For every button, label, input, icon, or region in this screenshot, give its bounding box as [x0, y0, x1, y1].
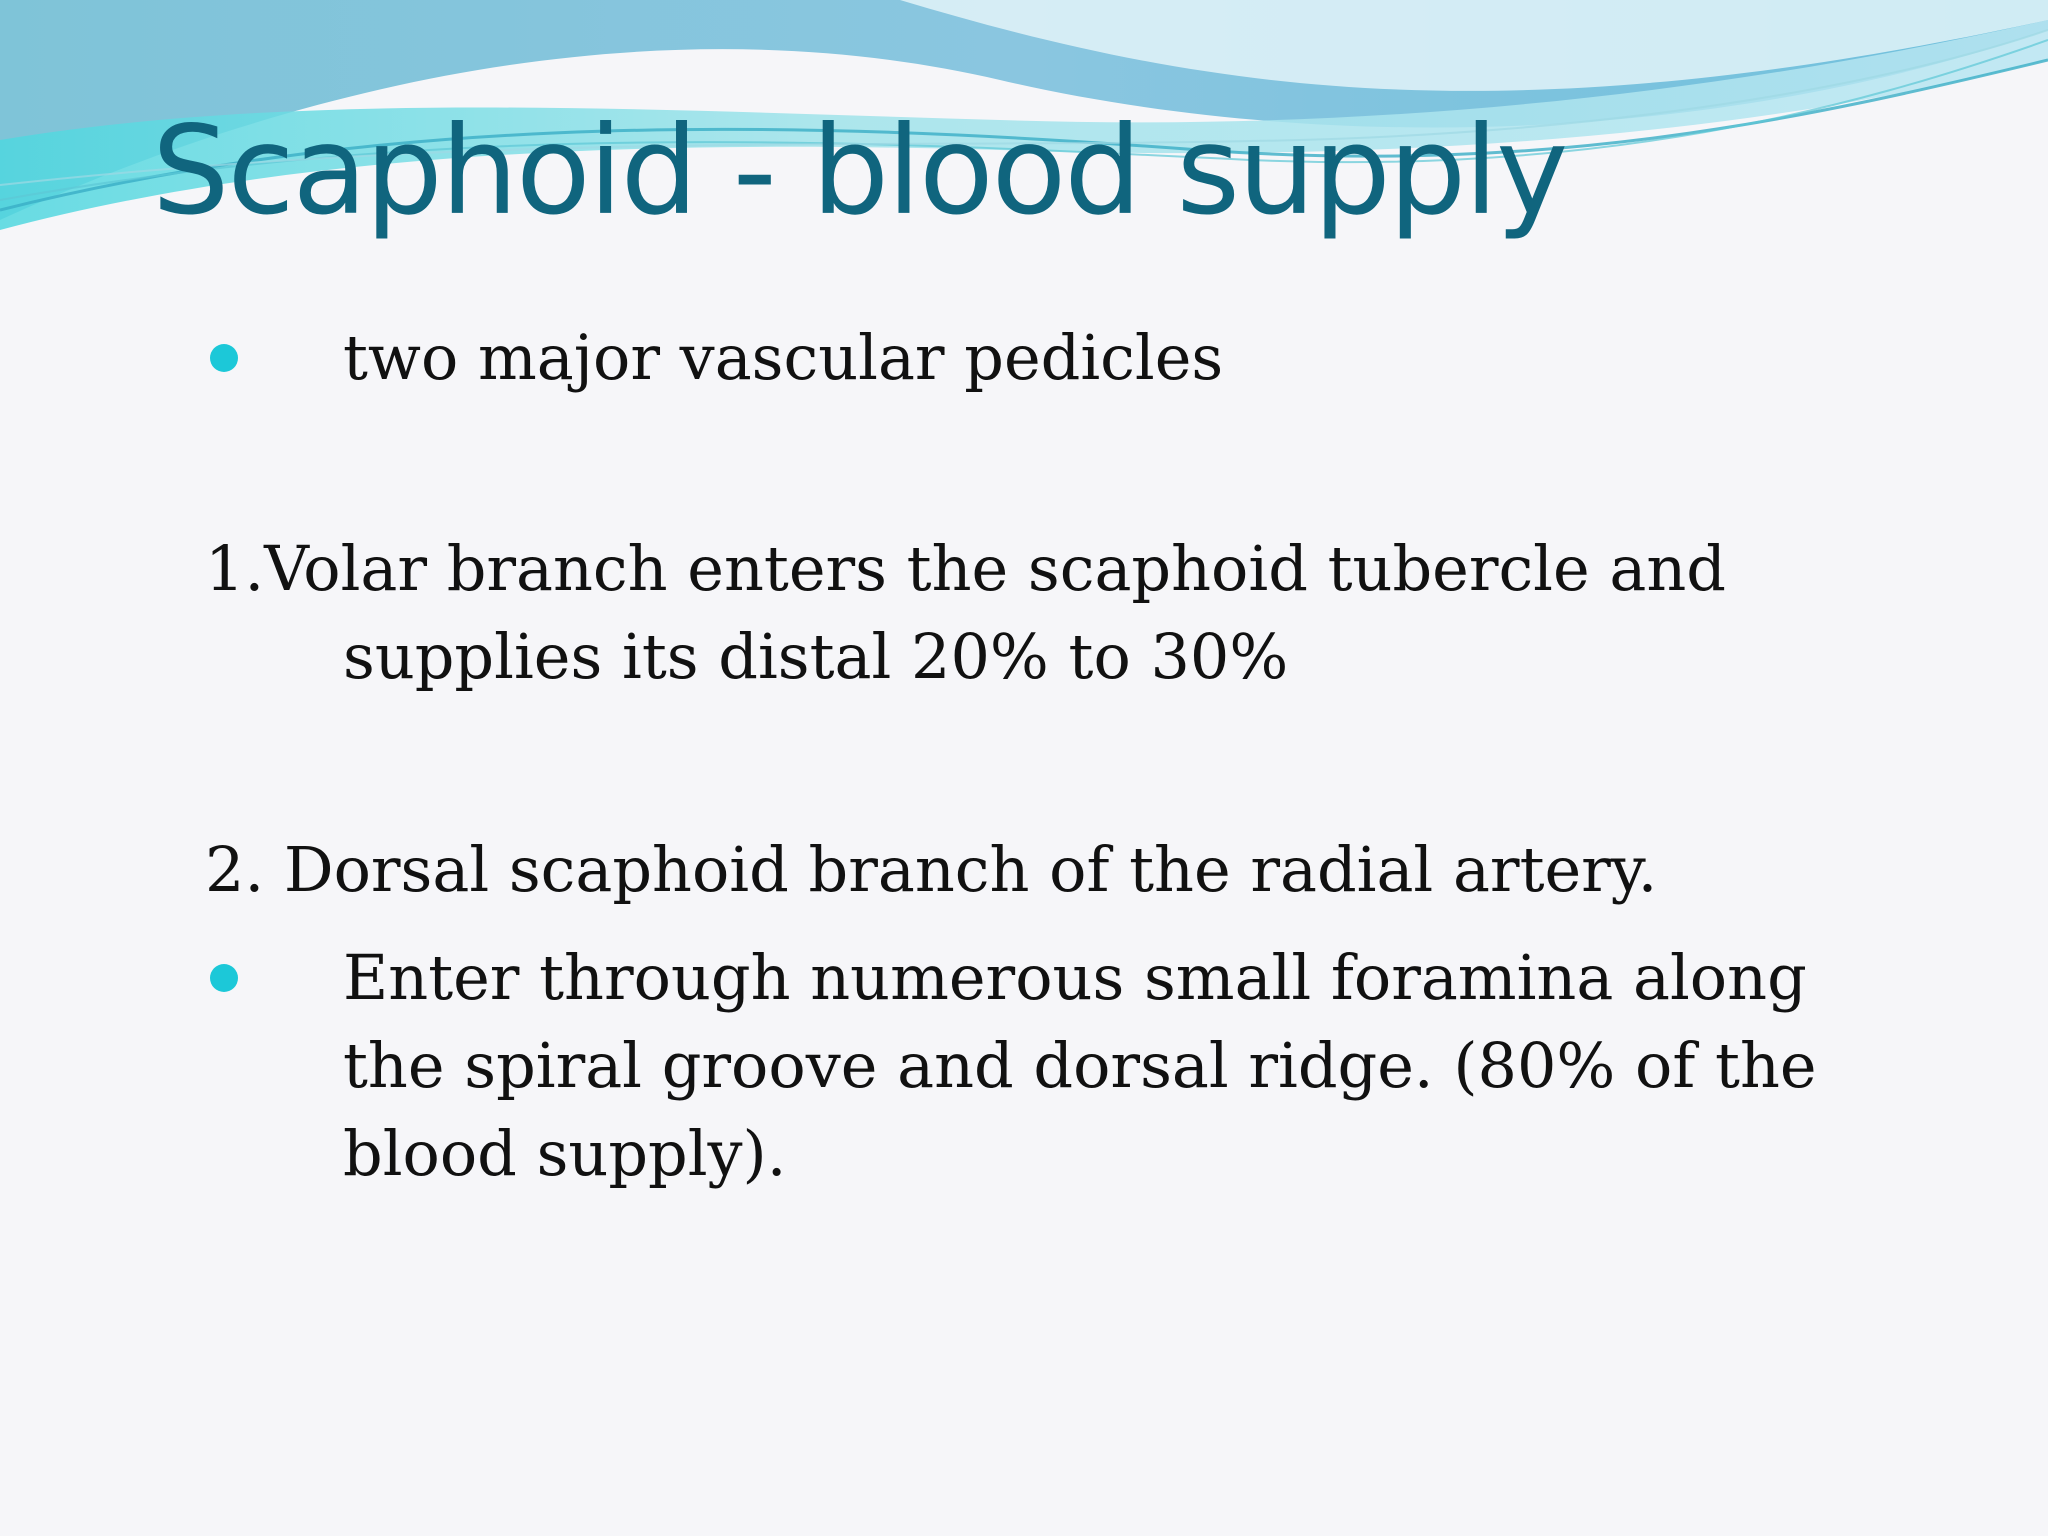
slide-title: Scaphoid - blood supply	[152, 100, 1567, 242]
bullet-dot-icon	[210, 964, 238, 992]
bullet-text-line-1: Enter through numerous small foramina along	[343, 941, 1807, 1014]
numbered-item-1-line-1: 1.Volar branch enters the scaphoid tubercle and	[205, 532, 1726, 605]
numbered-item-2: 2. Dorsal scaphoid branch of the radial artery.	[205, 833, 1658, 906]
bullet-text: two major vascular pedicles	[343, 321, 1224, 394]
bullet-dot-icon	[210, 344, 238, 372]
bullet-text-line-2: the spiral groove and dorsal ridge. (80% of the	[343, 1029, 1817, 1102]
bullet-text-line-3: blood supply).	[343, 1117, 787, 1190]
numbered-item-1-line-2: supplies its distal 20% to 30%	[343, 620, 1289, 693]
